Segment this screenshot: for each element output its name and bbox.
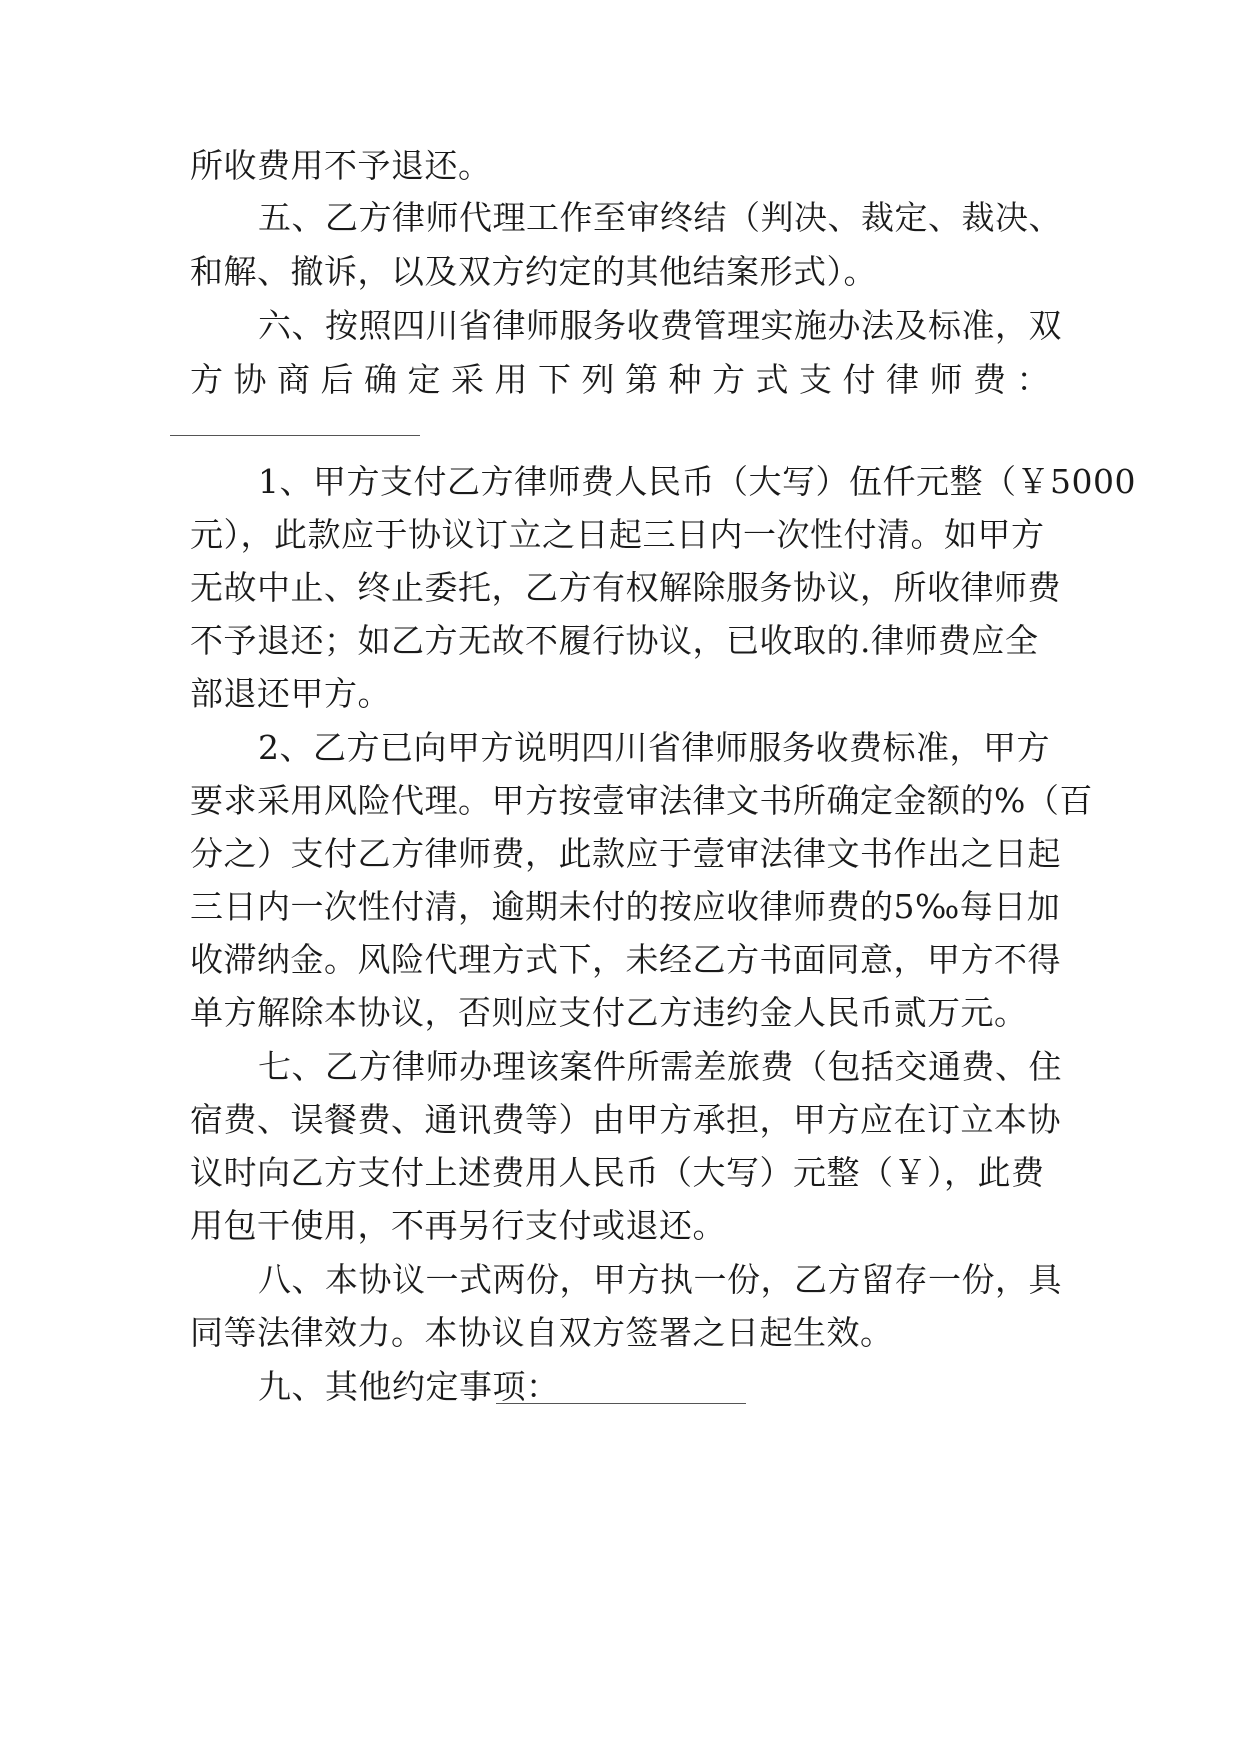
clause-6-item-1-line: 部退还甲方。 [190, 674, 391, 713]
blank-underline [496, 1403, 746, 1404]
clause-8-line: 八、本协议一式两份，甲方执一份，乙方留存一份，具 [258, 1260, 1062, 1299]
paragraph-line: 所收费用不予退还。 [190, 146, 492, 185]
clause-6-item-2-line: 三日内一次性付清，逾期未付的按应收律师费的5‰每日加 [190, 887, 1061, 926]
clause-7-line: 议时向乙方支付上述费用人民币（大写）元整（￥），此费 [190, 1153, 1045, 1192]
clause-5-line: 五、乙方律师代理工作至审终结（判决、裁定、裁决、 [258, 198, 1062, 237]
clause-5-line: 和解、撤诉，以及双方约定的其他结案形式）。 [190, 252, 877, 291]
clause-6-line: 六、按照四川省律师服务收费管理实施办法及标准，双 [258, 306, 1062, 345]
clause-7-line: 七、乙方律师办理该案件所需差旅费（包括交通费、住 [258, 1047, 1062, 1086]
clause-6-item-1-line: 元），此款应于协议订立之日起三日内一次性付清。如甲方 [190, 515, 1045, 554]
clause-9-line: 九、其他约定事项： [258, 1367, 560, 1406]
clause-6-item-2-line: 要求采用风险代理。甲方按壹审法律文书所确定金额的%（百 [190, 781, 1093, 820]
clause-6-item-2-line: 收滞纳金。风险代理方式下，未经乙方书面同意，甲方不得 [190, 940, 1061, 979]
clause-7-line: 宿费、误餐费、通讯费等）由甲方承担，甲方应在订立本协 [190, 1100, 1061, 1139]
clause-6-item-1-line: 无故中止、终止委托，乙方有权解除服务协议，所收律师费 [190, 568, 1061, 607]
clause-6-item-1-line: 1、甲方支付乙方律师费人民币（大写）伍仟元整（￥5000 [258, 462, 1136, 501]
blank-underline [170, 435, 420, 436]
clause-6-item-2-line: 分之）支付乙方律师费，此款应于壹审法律文书作出之日起 [190, 834, 1061, 873]
clause-6-item-1-line: 不予退还；如乙方无故不履行协议，已收取的.律师费应全 [190, 621, 1039, 660]
clause-7-line: 用包干使用，不再另行支付或退还。 [190, 1206, 726, 1245]
clause-8-line: 同等法律效力。本协议自双方签署之日起生效。 [190, 1313, 894, 1352]
clause-6-item-2-line: 2、乙方已向甲方说明四川省律师服务收费标准，甲方 [258, 728, 1050, 767]
clause-6-item-2-line: 单方解除本协议，否则应支付乙方违约金人民币贰万元。 [190, 993, 1028, 1032]
clause-6-line: 方 协 商 后 确 定 采 用 下 列 第 种 方 式 支 付 律 师 费 ： [190, 360, 1050, 399]
